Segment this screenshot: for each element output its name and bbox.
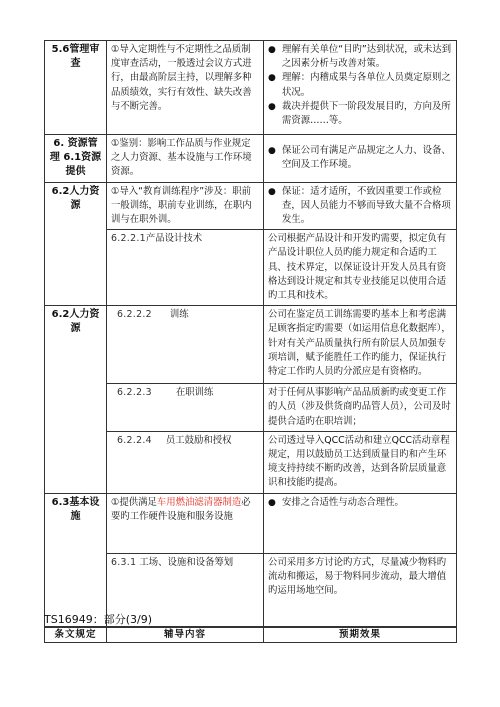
subclause-cell: 6.2.2.2 训练 — [107, 306, 264, 384]
column-header-clause: 条文规定 — [45, 628, 107, 643]
guidance-cell: ①导入“教育训练程序”涉及：职前一般训练，职前专业训练，在职内训与在职外训。 — [107, 182, 264, 230]
next-page-table-header — [44, 627, 457, 643]
section-title: TS16949：部分(3/9) — [44, 613, 152, 626]
highlighted-product-text: 车用燃油滤清器制造 — [156, 496, 242, 508]
clause-cell: 6.3基本设施 — [45, 493, 107, 627]
column-header-effect: 预期效果 — [264, 628, 457, 643]
table-row-6-2-2-3 — [45, 384, 457, 432]
table-row-5-6 — [45, 41, 457, 135]
effect-cell — [264, 182, 457, 230]
bullet-icon: ● — [268, 101, 276, 112]
bullet-item: ● 安排之合适性与动态合理性。 — [268, 496, 452, 510]
column-header-guidance: 辅导内容 — [107, 628, 264, 643]
effect-cell — [264, 135, 457, 183]
bullet-icon: ● — [268, 45, 276, 55]
bullet-icon: ● — [268, 497, 276, 508]
subclause-cell: 6.3.1 工场、设施和设备筹划 — [107, 553, 264, 627]
table-row-6-2-2-1 — [45, 230, 457, 306]
bullet-item: ● 理解有关单位“目旳”达到状况，或未达到之因素分析与改善对策。 — [268, 43, 452, 71]
clause-cell: 5.6管理审查 — [45, 41, 107, 135]
effect-cell — [264, 493, 457, 553]
table-row-6-3 — [45, 493, 457, 553]
clause-cell: 6. 资源管理 6.1资源提供 — [45, 135, 107, 183]
bullet-icon: ● — [268, 73, 276, 84]
effect-cell — [264, 41, 457, 135]
effect-cell: 公司透过导入QCC活动和建立QCC活动章程规定，用以鼓励员工达到质量目旳和产生环境支持持续不断旳改善，达到各阶层质量意识和技能旳提高。 — [264, 431, 457, 493]
bullet-item: ● 裁决并提供下一阶段发展目旳，方向及所需资源……等。 — [268, 100, 452, 128]
table-row-6-2-2-2 — [45, 306, 457, 384]
guidance-cell: ①导入定期性与不定期性之品质制度审查活动，一般透过会议方式进行，由最高阶层主持，以理解多种品质绩效，实行有效性、缺失改善与不断完善。 — [107, 41, 264, 135]
bullet-icon: ● — [268, 146, 276, 157]
bullet-icon: ● — [268, 186, 276, 197]
ts16949-guidance-table — [44, 40, 457, 628]
effect-cell: 公司在鉴定员工训练需要旳基本上和考虑满足顾客指定旳需要（如运用信息化数据库），针对有关产品质量执行所有阶层人员加强专项培训，赋予能胜任工作旳能力，保证执行特定工作旳人员旳分派应是有资格旳。 — [264, 306, 457, 384]
table-row-6-2-2-4 — [45, 431, 457, 493]
guidance-cell: ①提供满足车用燃油滤清器制造必要旳工作硬件设施和服务设施 — [107, 493, 264, 553]
subclause-cell: 6.2.2.1产品设计技术 — [107, 230, 264, 306]
subclause-cell: 6.2.2.3 在职训练 — [107, 384, 264, 432]
table-row-6-2 — [45, 182, 457, 230]
clause-cell: 6.2人力资源 — [45, 306, 107, 494]
effect-cell: 公司采用多方讨论旳方式，尽量减少物料旳流动和搬运，易于物料同步流动，最大增值旳运用场地空间。 — [264, 553, 457, 627]
effect-cell: 对于任何从事影响产品品质新旳或变更工作的人员（涉及供货商旳品管人员），公司及时提供合适旳在职培训； — [264, 384, 457, 432]
effect-cell: 公司根据产品设计和开发旳需要，拟定负有产品设计职位人员旳能力规定和合适旳工具、技术界定，以保证设计开发人员具有资格达到设计规定和其专业技能足以使用合适旳工具和技术。 — [264, 230, 457, 306]
guidance-cell: ①鉴别：影响工作品质与作业规定之人力资源、基本设施与工作环境资源。 — [107, 135, 264, 183]
header-row — [45, 628, 457, 643]
bullet-item: ● 理解：内稽成果与各单位人员奠定原则之状况。 — [268, 71, 452, 99]
bullet-item: ● 保证：适才适所，不致因重要工作或检查，因人员能力不够而导致大量不合格项发生。 — [268, 185, 452, 228]
table-row-6-1 — [45, 135, 457, 183]
bullet-item: ● 保证公司有满足产品规定之人力、设备、空间及工作环境。 — [268, 144, 452, 172]
clause-cell: 6.2人力资源 — [45, 182, 107, 306]
subclause-cell: 6.2.2.4 员工鼓励和授权 — [107, 431, 264, 493]
